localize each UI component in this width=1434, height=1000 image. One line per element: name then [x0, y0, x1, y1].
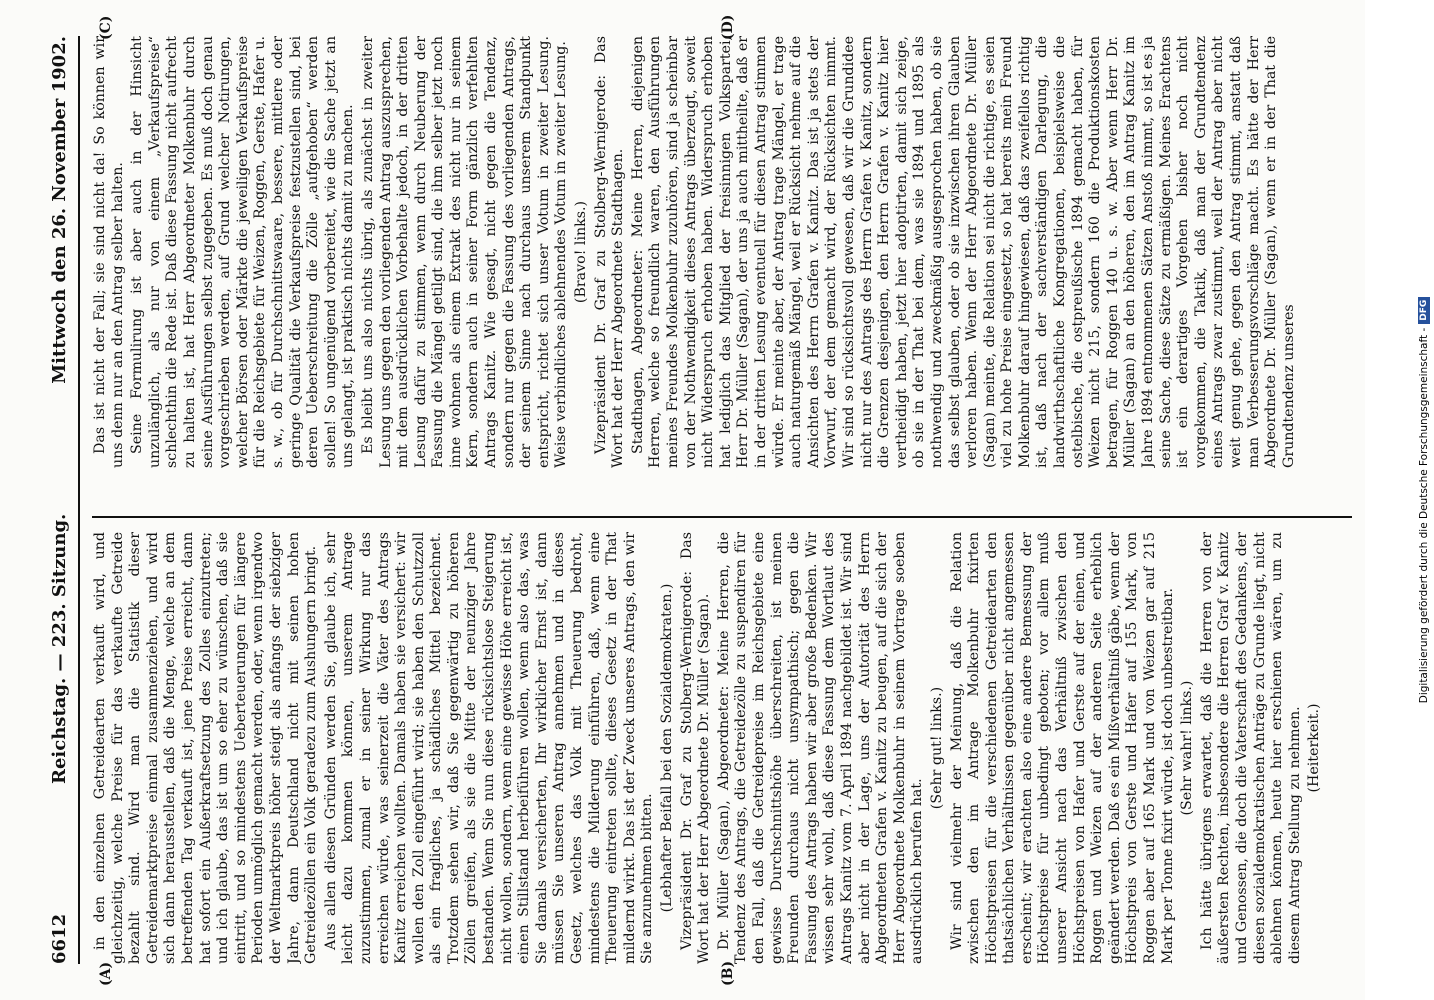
paragraph: Stadthagen, Abgeordneter: Meine Herren, diejenigen Herren, welche so freundlich waren, den Ausführungen meines Freundes Molkenbuhr zuzuhören, sind ja scheinbar von der Nothwendigkeit dieses Antrags überzeugt, soweit nicht Widerspruch erhoben haben. Widerspruch erhoben hat lediglich das Mitglied der freisinnigen Volkspartei, Herr Dr. Müller (Sagan), der uns ja auch mittheilte, daß er in der dritten Lesung eventuell für diesen Antrag stimmen würde. Er meinte aber, der Antrag trage Mängel, er trage auch naturgemäß Mängel, weil er Rücksicht nehme auf die Ansichten des Herrn Grafen v. Kanitz. Das ist ja stets der Vorwurf, der dem gemacht wird, der Rücksichten nimmt. Wir sind so rücksichtsvoll gewesen, daß wir die Grundidee nicht nur des Antrags des Herrn Grafen v. Kanitz, sondern die Grenzen desjenigen, den Herrn Grafen v. Kanitz hier vertheidigt haben, jetzt hier adoptirten, damit sich zeige, ob sie in der That bei dem, was sie 1894 und 1895 als nothwendig und zweckmäßig ausgesprochen haben, ob sie das selbst glauben, oder ob sie inzwischen ihren Glauben verloren haben. Wenn der Herr Abgeordnete Dr. Müller (Sagan) meinte, die Relation sei nicht die richtige, es seien viel zu hohe Preise eingesetzt, so hat bereits mein Freund Molkenbuhr darauf hingewiesen, daß das zweifellos richtig ist, daß nach der sachverständigen Darlegung, die landwirthschaftliche Kongregationen, beispielsweise die ostelbische, die ostpreußische 1894 gemacht haben, für Weizen nicht 215, sondern 160 die Produktionskosten betragen, für Roggen 140 u. s. w. Aber wenn Herr Dr. Müller (Sagan) an den höheren, den im Antrag Kanitz im Jahre 1894 entnommenen Sätzen Anstoß nimmt, so ist es ja seine Sache, diese Sätze zu ermäßigen. Meines Erachtens ist ein derartiges Vorgehen bisher noch nicht vorgekommen, die Taktik, daß man der Grundtendenz eines Antrags zwar zustimmt, weil der Antrag aber nicht weit genug gehe, gegen den Antrag stimmt, anstatt daß man Verbesserungsvorschläge macht. Es hätte der Herr Abgeordnete Dr. Müller (Sagan), wenn er in der That die Grundtendenz unseres: [629, 36, 1297, 468]
page-header: [46, 36, 72, 964]
paragraph: Dr. Müller (Sagan), Abgeordneter: Meine Herren, die Tendenz des Antrags, die Getreidezölle zu suspendiren für den Fall, daß die Getreidepreise im Reichsgebiete eine gewisse Durchschnittshöhe überschreiten, ist meinen Freunden durchaus nicht unsympathisch; gegen die Fassung des Antrags haben wir aber große Bedenken. Wir wissen sehr wohl, daß diese Fassung dem Wortlaut des Antrags Kanitz vom 7. April 1894 nachgebildet ist. Wir sind aber nicht in der Lage, uns der Autorität des Herrn Abgeordneten Grafen v. Kanitz zu beugen, auf die sich der Herr Abgeordnete Molkenbuhr in seinem Vortrage soeben ausdrücklich berufen hat.: [715, 532, 926, 964]
paragraph: (Sehr gut! links.): [928, 686, 945, 810]
paragraph: (Lebhafter Beifall bei den Sozialdemokraten.): [659, 583, 675, 913]
margin-marker-a: (A): [98, 961, 114, 986]
margin-marker-c: (C): [98, 15, 114, 40]
right-column: [92, 36, 1354, 468]
paragraph: Das ist nicht der Fall; sie sind nicht da! So können wir uns denn nur an den Antrag selber halten.: [92, 36, 126, 468]
paragraph: Ich hätte übrigens erwartet, daß die Herren von der äußersten Rechten, insbesondere die Herren Graf v. Kanitz und Genossen, die doch die Vaterschaft des Gedankens, der diesen sozialdemokratischen Anträge zu Grunde liegt, nicht ablehnen können, heute hier erschienen wären, um zu diesem Antrag Stellung zu nehmen.: [1198, 532, 1303, 964]
dfg-logo: DFG: [1418, 297, 1430, 324]
paragraph: Aus allen diesen Gründen werden Sie, glaube ich, sehr leicht dazu kommen können, unserem Antrage zuzustimmen, zumal er in seiner Wirkung nur das erreichen würde, was seinerzeit die Väter des Antrags Kanitz erreichen wollten. Damals haben sie versichert: wir wollen den Zoll eingeführt wird; sie haben den Schutzzoll als ein fragliches, ja schädliches Mittel bezeichnet. Trotzdem sehen wir, daß Sie gegenwärtig zu höheren Zöllen greifen, als sie die Mitte der neunziger Jahre bestanden. Wenn Sie nun diese rücksichtslose Steigerung nicht wollen, sondern, wenn eine gewisse Höhe erreicht ist, einen Stillstand herbeiführen wollen, wenn also das, was Sie damals versicherten, Ihr wirklicher Ernst ist, dann müssen Sie unseren Antrag annehmen und in dieses Gesetz, welches das Volk mit Theuerung bedroht, mindestens die Milderung einführen, daß, wenn eine Theuerung eintreten sollte, dieses Gesetz in der That mildernd wirkt. Das ist der Zweck unseres Antrags, den wir Sie anzunehmen bitten.: [322, 532, 656, 964]
paragraph: Vizepräsident Dr. Graf zu Stolberg-Wernigerode: Das Wort hat der Herr Abgeordnete Dr. Müller (Sagan).: [678, 532, 713, 964]
paragraph: in den einzelnen Getreidearten verkauft wird, und gleichzeitig, welche Preise für das verkaufte Getreide bezahlt sind. Wird man die Statistik dieser Getreidemarktpreise einmal zusammenziehen, und wird sich dann herausstellen, daß die Menge, welche an dem betreffenden Tag verkauft ist, jene Preise erreicht, dann hat sofort ein Außerkraftsetzung des Zolles einzutreten; und ich glaube, das ist um so eher zu wünschen, daß sie eintritt, und so mindestens Ueberteuerungen für längere Perioden unmöglich gemacht werden, oder, wenn irgendwo der Weltmarktpreis höher steigt als anfangs der siebziger Jahre, dann Deutschland nicht mit seinen hohen Getreidezöllen ein Volk geradezu zum Aushungern bringt.: [92, 532, 320, 964]
paragraph: Vizepräsident Dr. Graf zu Stolberg-Wernigerode: Das Wort hat der Herr Abgeordnete Stadthagen.: [592, 36, 627, 468]
header-rule: [78, 36, 80, 964]
session-title: Reichstag. — 223. Sitzung.: [48, 513, 70, 784]
credit-text: Digitalisierung gefördert durch die Deutsche Forschungsgemeinschaft -: [1418, 327, 1430, 704]
paragraph: Wir sind vielmehr der Meinung, daß die Relation zwischen den im Antrage Molkenbuhr fixirten Höchstpreisen für die verschiedenen Getreidearten den thatsächlichen Verhältnissen gegenüber nicht angemessen erscheint; wir erachten also eine andere Bemessung der Höchstpreise für unbedingt geboten; vor allem muß unserer Ansicht nach das Verhältniß zwischen den Höchstpreisen von Hafer und Gerste auf der einen, und Roggen und Weizen auf der anderen Seite erheblich geändert werden. Daß es ein Mißverhältniß gäbe, wenn der Höchstpreis von Gerste und Hafer auf 155 Mark, von Roggen aber auf 165 Mark und von Weizen gar auf 215 Mark per Tonne fixirt würde, ist doch unbestreitbar.: [948, 532, 1176, 964]
paragraph: (Bravo! links.): [573, 200, 590, 304]
paragraph: (Sehr wahr! links.): [1179, 680, 1196, 816]
paragraph: Seine Formulirung ist aber auch in der Hinsicht unzulänglich, als nur von einem „Verkaufspreise“ schlechthin die Rede ist. Daß diese Fassung nicht aufrecht zu halten ist, hat Herr Abgeordneter Molkenbuhr durch seine Ausführungen selbst zugegeben. Es muß doch genau vorgeschrieben werden, auf Grund welcher Notirungen, welcher Börsen oder Märkte die jeweiligen Verkaufspreise für die Reichsgebiete für Weizen, Roggen, Gerste, Hafer u. s. w., ob für Durchschnittswaare, bessere, mittlere oder geringe Qualität die Verkaufspreise festzustellen sind, bei deren Ueberschreitung die Zölle „aufgehoben“ werden sollen! So ungenügend vorbereitet, wie die Sache jetzt an uns gelangt, ist praktisch nichts damit zu machen.: [129, 36, 357, 468]
paragraph: (Heiterkeit.): [1306, 703, 1323, 793]
margin-marker-b: (B): [720, 960, 736, 986]
digitization-credit: [1418, 40, 1430, 960]
column-rule: [92, 516, 1352, 518]
page-number: 6612: [48, 913, 70, 964]
paragraph: Es bleibt uns also nichts übrig, als zunächst in zweiter Lesung uns gegen den vorliegenden Antrag auszusprechen, mit dem ausdrücklichen Vorbehalte jedoch, in der dritten Lesung dafür zu stimmen, wenn durch Neuberung der Fassung die Mängel getilgt sind, die ihm selber jetzt noch inne wohnen als einem Extrakt des nicht nur in seinem Kern, sondern auch in seiner Form gänzlich verfehlten Antrags Kanitz. Wie gesagt, nicht gegen die Tendenz, sondern nur gegen die Fassung des vorliegenden Antrags, der seinem Sinne nach durchaus unserem Standpunkt entspricht, richtet sich unser Votum in zweiter Lesung. Weise verbindliches ablehnendes Votum in zweiter Lesung.: [359, 36, 570, 468]
left-column: [92, 532, 1354, 964]
session-date: Mittwoch den 26. November 1902.: [48, 36, 70, 384]
margin-marker-d: (D): [720, 14, 736, 40]
